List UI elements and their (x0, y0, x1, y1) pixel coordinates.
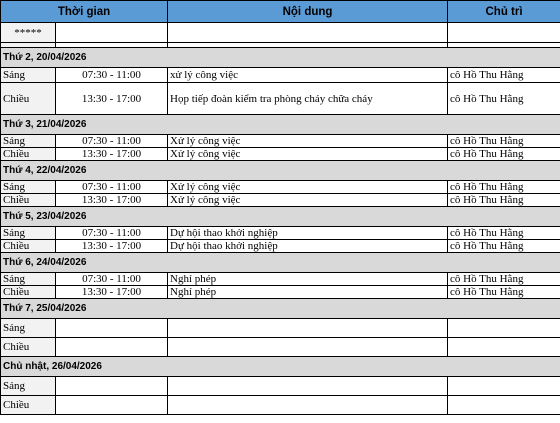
time-cell: 07:30 - 11:00 (56, 227, 168, 240)
empty-cell (448, 23, 560, 43)
chair-cell: cô Hồ Thu Hằng (448, 286, 560, 299)
schedule-row (1, 338, 560, 357)
header-time: Thời gian (1, 1, 168, 23)
chair-cell: cô Hồ Thu Hằng (448, 227, 560, 240)
chair-cell (448, 396, 560, 415)
session-label: Sáng (1, 227, 56, 240)
day-label: Thứ 4, 22/04/2026 (1, 161, 560, 181)
content-cell: Nghỉ phép (168, 273, 448, 286)
chair-cell: cô Hồ Thu Hằng (448, 148, 560, 161)
session-label: Chiều (1, 148, 56, 161)
time-cell: 13:30 - 17:00 (56, 83, 168, 115)
header-content: Nội dung (168, 1, 448, 23)
day-label: Thứ 2, 20/04/2026 (1, 48, 560, 68)
schedule-row (1, 286, 560, 299)
session-label: Chiều (1, 396, 56, 415)
day-row (1, 115, 560, 135)
day-row (1, 161, 560, 181)
content-cell (168, 377, 448, 396)
day-row (1, 299, 560, 319)
schedule-row (1, 181, 560, 194)
content-cell (168, 396, 448, 415)
content-cell (168, 319, 448, 338)
chair-cell (448, 319, 560, 338)
content-cell: Xử lý công việc (168, 194, 448, 207)
content-cell: Dự hội thao khởi nghiệp (168, 240, 448, 253)
day-row (1, 48, 560, 68)
session-label: Sáng (1, 273, 56, 286)
schedule-row (1, 68, 560, 83)
chair-cell: cô Hồ Thu Hằng (448, 181, 560, 194)
header-chair: Chủ trì (448, 1, 560, 23)
chair-cell: cô Hồ Thu Hằng (448, 240, 560, 253)
time-cell: 13:30 - 17:00 (56, 194, 168, 207)
day-label: Thứ 5, 23/04/2026 (1, 207, 560, 227)
session-label: Sáng (1, 319, 56, 338)
session-label: Chiều (1, 83, 56, 115)
day-row (1, 207, 560, 227)
schedule-row (1, 273, 560, 286)
time-cell: 07:30 - 11:00 (56, 273, 168, 286)
session-label: Chiều (1, 338, 56, 357)
day-row (1, 357, 560, 377)
session-label: Chiều (1, 286, 56, 299)
chair-cell: cô Hồ Thu Hằng (448, 194, 560, 207)
chair-cell (448, 338, 560, 357)
schedule-row (1, 240, 560, 253)
empty-cell (56, 23, 168, 43)
schedule-row (1, 194, 560, 207)
session-label: Chiều (1, 194, 56, 207)
chair-cell: cô Hồ Thu Hằng (448, 68, 560, 83)
empty-cell (168, 23, 448, 43)
time-cell: 07:30 - 11:00 (56, 135, 168, 148)
day-label: Chủ nhật, 26/04/2026 (1, 357, 560, 377)
content-cell: Dự hội thao khởi nghiệp (168, 227, 448, 240)
day-label: Thứ 3, 21/04/2026 (1, 115, 560, 135)
content-cell: Xử lý công việc (168, 148, 448, 161)
content-cell: Họp tiếp đoàn kiểm tra phòng cháy chữa cháy (168, 83, 448, 115)
time-cell (56, 338, 168, 357)
placeholder-row (1, 23, 560, 43)
header-row (1, 1, 560, 23)
schedule-row (1, 135, 560, 148)
schedule-row (1, 83, 560, 115)
schedule-row (1, 377, 560, 396)
content-cell (168, 338, 448, 357)
session-label: Sáng (1, 135, 56, 148)
chair-cell: cô Hồ Thu Hằng (448, 273, 560, 286)
time-cell: 07:30 - 11:00 (56, 68, 168, 83)
session-label: Sáng (1, 377, 56, 396)
content-cell: Xử lý công việc (168, 181, 448, 194)
session-label: Chiều (1, 240, 56, 253)
chair-cell: cô Hồ Thu Hằng (448, 135, 560, 148)
time-cell (56, 377, 168, 396)
content-cell: Nghỉ phép (168, 286, 448, 299)
time-cell: 13:30 - 17:00 (56, 240, 168, 253)
chair-cell: cô Hồ Thu Hằng (448, 83, 560, 115)
schedule-row (1, 396, 560, 415)
schedule-row (1, 148, 560, 161)
schedule-row (1, 319, 560, 338)
day-label: Thứ 6, 24/04/2026 (1, 253, 560, 273)
time-cell (56, 396, 168, 415)
placeholder-cell: ***** (1, 23, 56, 43)
time-cell: 13:30 - 17:00 (56, 286, 168, 299)
content-cell: xử lý công việc (168, 68, 448, 83)
session-label: Sáng (1, 181, 56, 194)
time-cell: 13:30 - 17:00 (56, 148, 168, 161)
schedule-row (1, 227, 560, 240)
day-label: Thứ 7, 25/04/2026 (1, 299, 560, 319)
day-row (1, 253, 560, 273)
time-cell: 07:30 - 11:00 (56, 181, 168, 194)
chair-cell (448, 377, 560, 396)
session-label: Sáng (1, 68, 56, 83)
content-cell: Xử lý công việc (168, 135, 448, 148)
time-cell (56, 319, 168, 338)
